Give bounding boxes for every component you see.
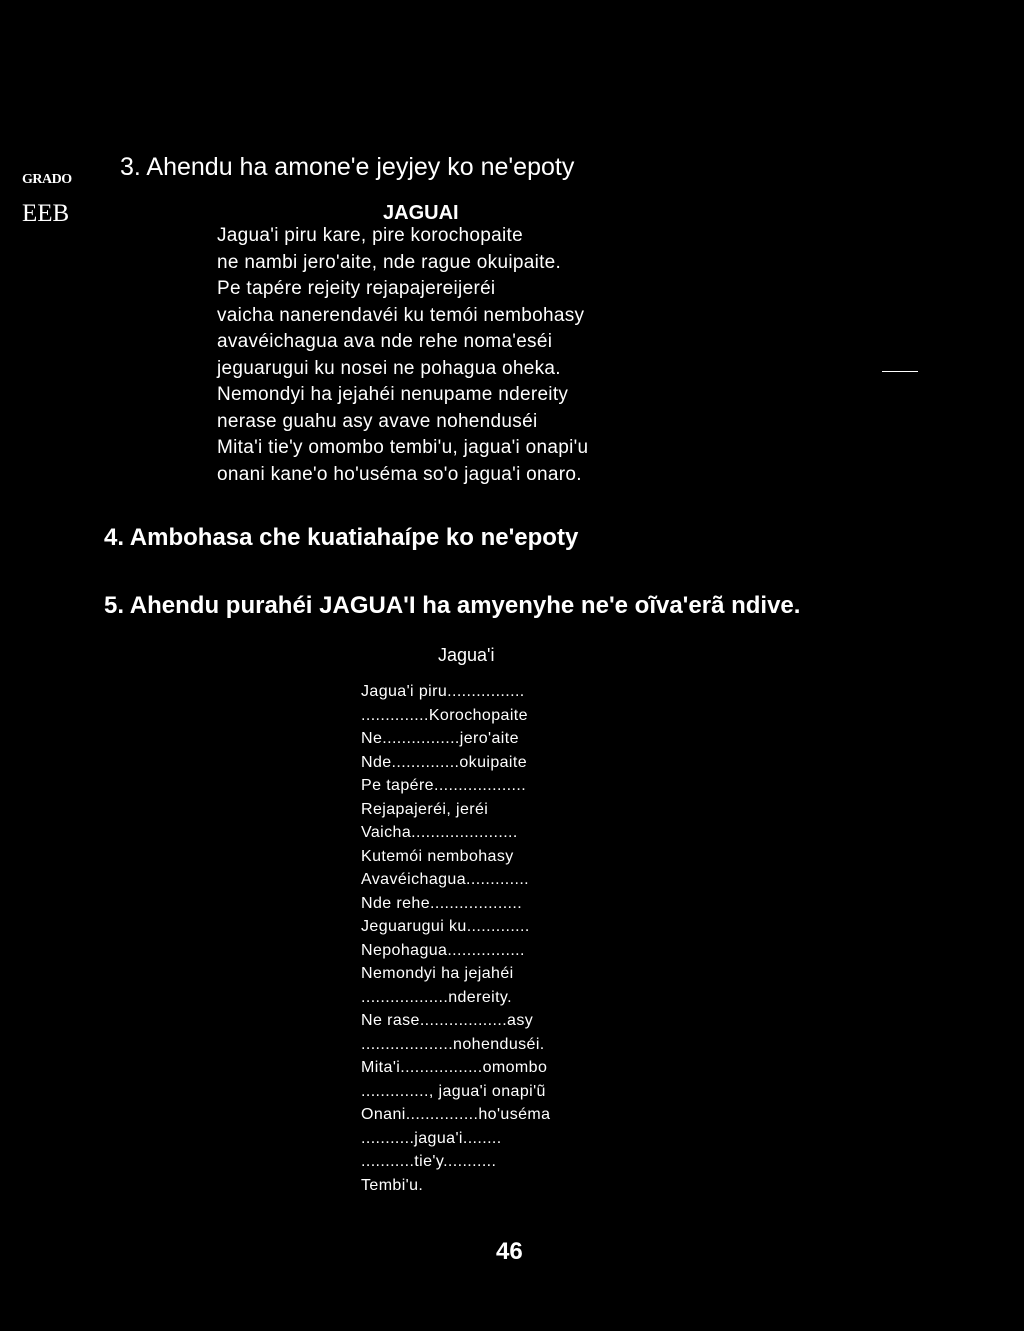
exercise-line: Rejapajeréi, jeréi [361,800,489,818]
exercise-line: Nde rehe................... [361,894,523,912]
poem-line: ne nambi jero'aite, nde rague okuipaite. [217,251,562,273]
poem-line: vaicha nanerendavéi ku temói nembohasy [217,304,585,326]
poem-line: Jagua'i piru kare, pire korochopaite [217,225,523,246]
exercise-line: Nde..............okuipaite [361,753,528,771]
exercise-line: Jagua'i piru................ [361,683,525,700]
exercise-line: Vaicha...................... [361,824,518,841]
exercise-line: Nemondyi ha jejahéi [361,965,514,982]
poem-line: onani kane'o ho'uséma so'o jagua'i onaro. [217,463,582,485]
level-label: EEB [22,200,70,227]
exercise-line: Nepohagua................ [361,941,525,959]
exercise-title: Jagua'i [438,645,495,665]
exercise-line: Tembi'u. [361,1176,424,1194]
poem-line: avavéichagua ava nde rehe noma'eséi [217,331,553,352]
question-5-heading: 5. Ahendu purahéi JAGUA'I ha amyenyhe ne'e oĩva'erã ndive. [104,592,801,619]
poem-line: Mita'i tie'y omombo tembi'u, jagua'i onapi'u [217,437,589,458]
exercise-line: Jeguarugui ku............. [361,918,530,935]
grade-label: GRADO [22,172,72,187]
exercise-line: ...........tie'y........... [361,1153,497,1170]
exercise-line: Ne rase..................asy [361,1012,534,1029]
question-4-heading: 4. Ambohasa che kuatiahaípe ko ne'epoty [104,524,579,551]
poem-body [217,223,588,488]
exercise-line: Onani...............ho'uséma [361,1106,551,1123]
exercise-line: Avavéichagua............. [361,871,530,888]
exercise-line: ..................ndereity. [361,988,512,1006]
exercise-line: .............., jagua'i onapi'ũ [361,1082,546,1100]
exercise-line: Mita'i.................omombo [361,1059,548,1076]
fill-in-exercise [361,680,550,1197]
exercise-line: ...................nohenduséi. [361,1035,545,1053]
exercise-line: ...........jagua'i........ [361,1129,502,1147]
exercise-line: Kutemói nembohasy [361,847,514,865]
exercise-line: Pe tapére................... [361,777,527,794]
exercise-line: ..............Korochopaite [361,706,528,724]
poem-line: Pe tapére rejeity rejapajereijeréi [217,278,496,299]
poem-line: Nemondyi ha jejahéi nenupame ndereity [217,384,569,405]
question-3-heading: 3. Ahendu ha amone'e jeyjey ko ne'epoty [120,153,575,181]
poem-title: JAGUAI [383,202,459,224]
margin-dash [882,371,918,372]
exercise-line: Ne................jero'aite [361,730,519,747]
poem-line: jeguarugui ku nosei ne pohagua oheka. [217,357,561,379]
page-number: 46 [496,1238,523,1265]
poem-line: nerase guahu asy avave nohenduséi [217,410,538,432]
